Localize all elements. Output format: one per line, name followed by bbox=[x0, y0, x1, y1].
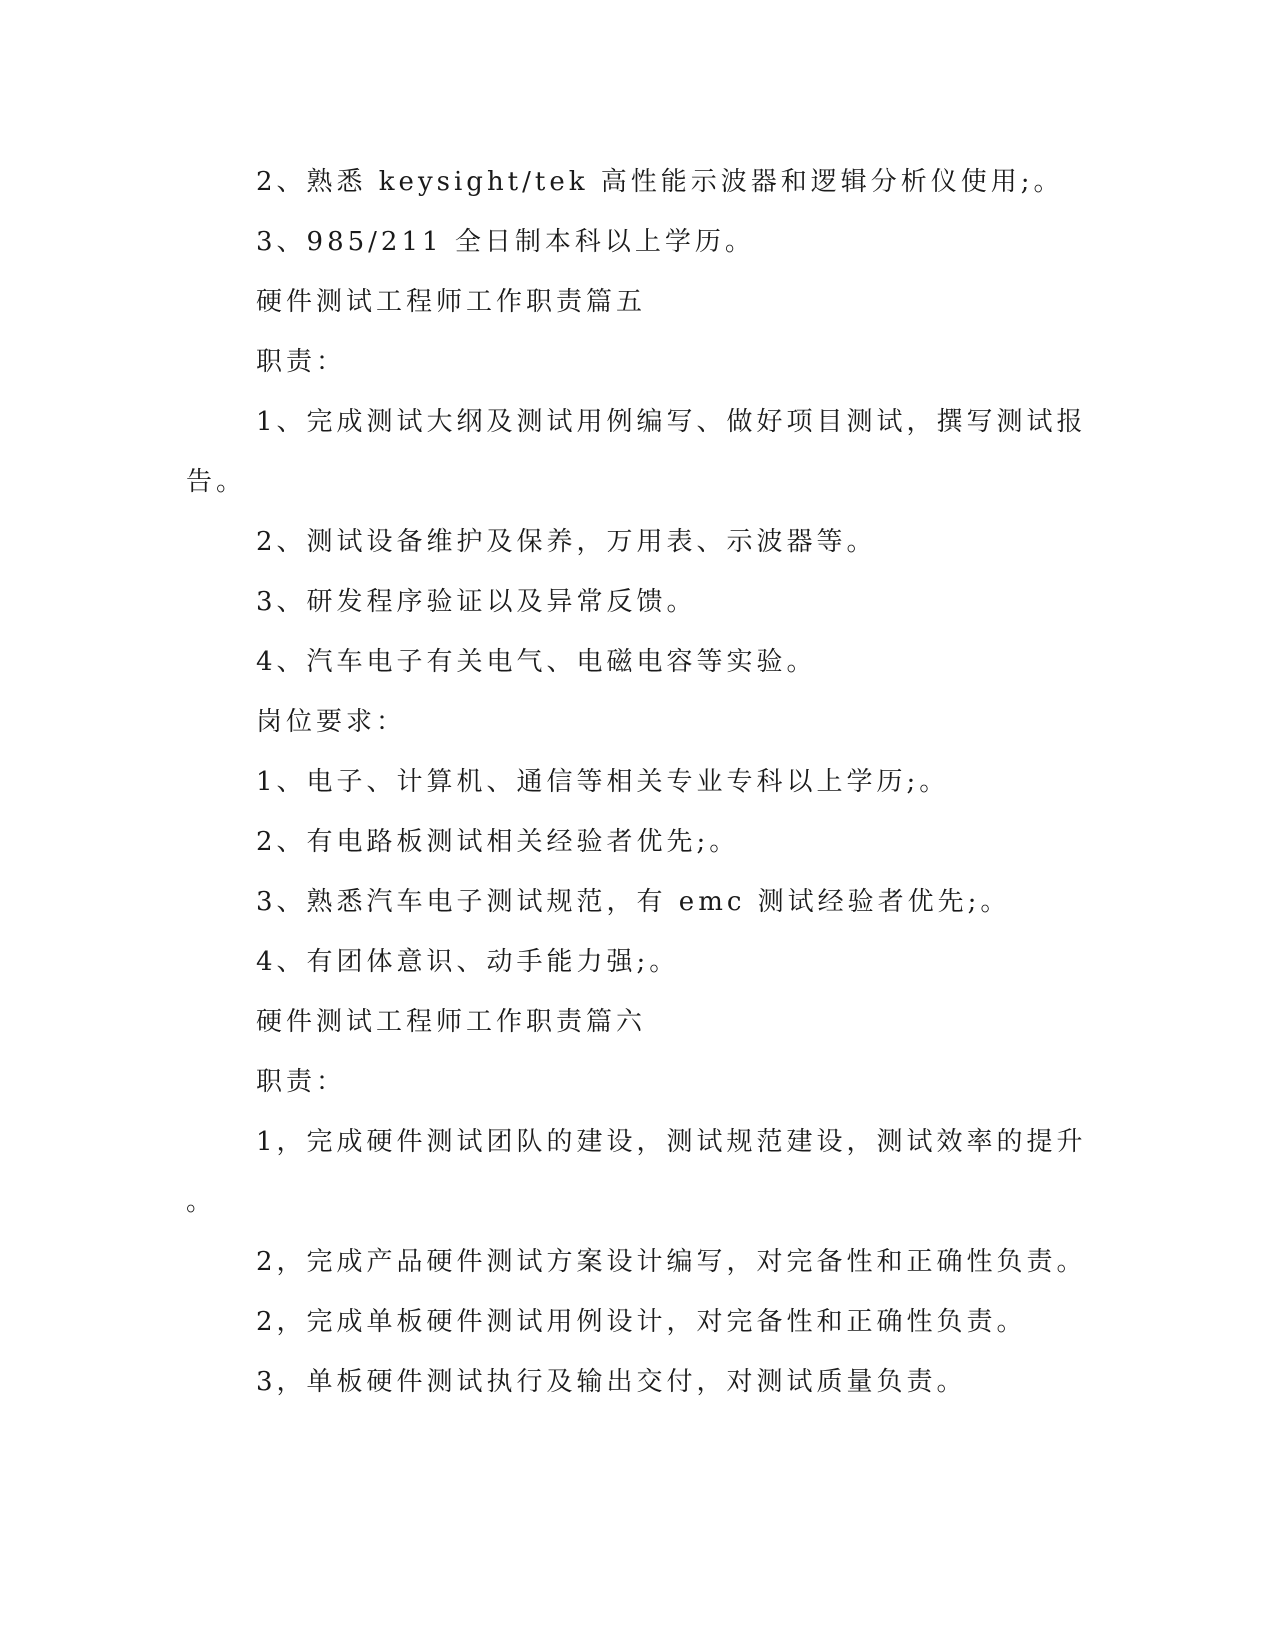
body-line: 1、完成测试大纲及测试用例编写、做好项目测试，撰写测试报 bbox=[256, 407, 1087, 437]
body-line-continuation: 告。 bbox=[186, 467, 247, 497]
body-line: 2、有电路板测试相关经验者优先;。 bbox=[256, 827, 740, 857]
body-line: 2、测试设备维护及保养，万用表、示波器等。 bbox=[256, 527, 877, 557]
subsection-label: 职责： bbox=[256, 347, 347, 377]
body-line: 4、汽车电子有关电气、电磁电容等实验。 bbox=[256, 647, 817, 677]
subsection-label: 岗位要求： bbox=[256, 707, 407, 737]
body-line: 2、熟悉 keysight/tek 高性能示波器和逻辑分析仪使用;。 bbox=[256, 167, 1064, 197]
body-line: 3，单板硬件测试执行及输出交付，对测试质量负责。 bbox=[256, 1367, 967, 1397]
body-line-continuation: 。 bbox=[186, 1187, 217, 1217]
body-line: 2，完成产品硬件测试方案设计编写，对完备性和正确性负责。 bbox=[256, 1247, 1087, 1277]
section-heading: 硬件测试工程师工作职责篇六 bbox=[256, 1007, 647, 1037]
body-line: 1、电子、计算机、通信等相关专业专科以上学历;。 bbox=[256, 767, 950, 797]
subsection-label: 职责： bbox=[256, 1067, 347, 1097]
body-line: 3、985/211 全日制本科以上学历。 bbox=[256, 227, 755, 257]
body-line: 3、熟悉汽车电子测试规范，有 emc 测试经验者优先;。 bbox=[256, 887, 1011, 917]
body-line: 4、有团体意识、动手能力强;。 bbox=[256, 947, 680, 977]
body-line: 3、研发程序验证以及异常反馈。 bbox=[256, 587, 697, 617]
body-line: 2，完成单板硬件测试用例设计，对完备性和正确性负责。 bbox=[256, 1307, 1027, 1337]
section-heading: 硬件测试工程师工作职责篇五 bbox=[256, 287, 647, 317]
document-body bbox=[186, 160, 1087, 1420]
body-line: 1，完成硬件测试团队的建设，测试规范建设，测试效率的提升 bbox=[256, 1127, 1087, 1157]
